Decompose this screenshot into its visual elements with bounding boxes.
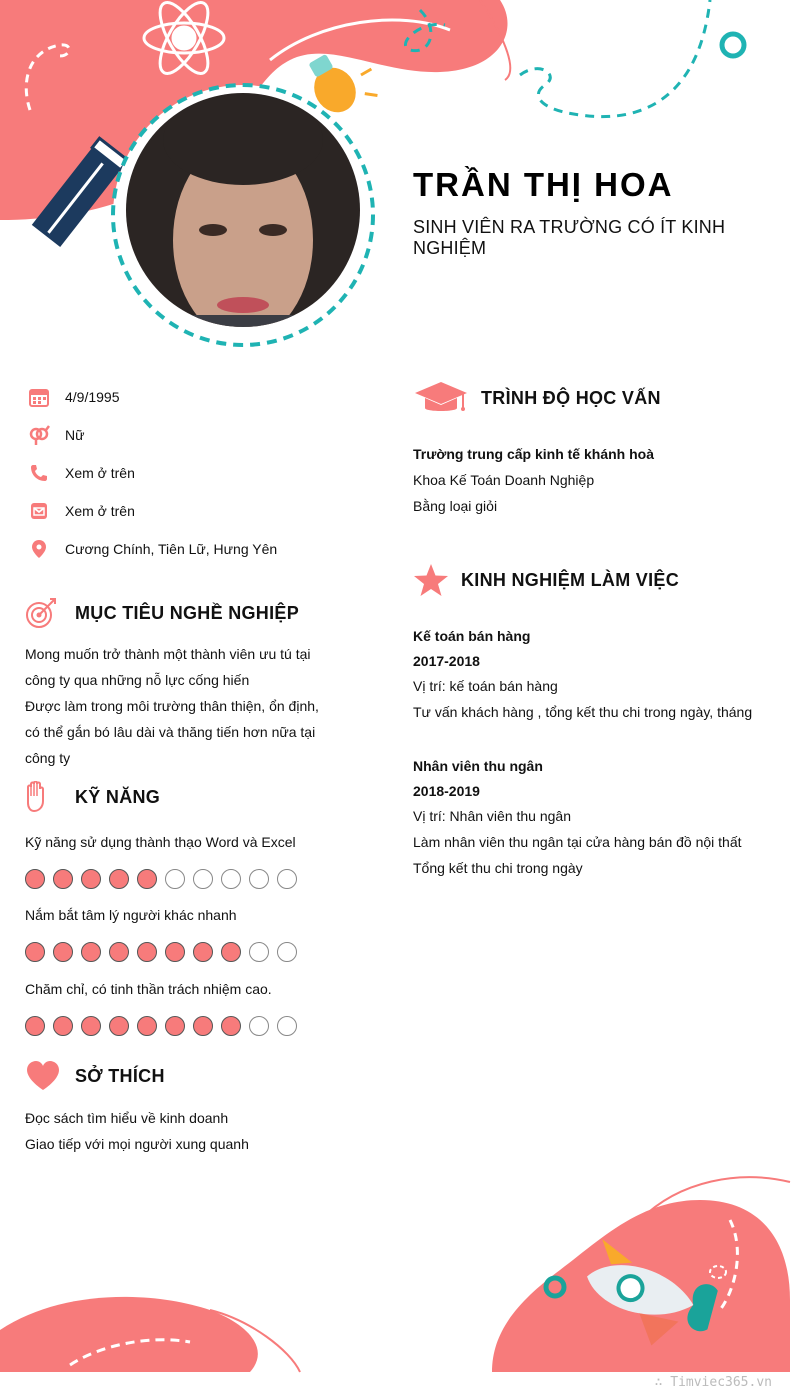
job-period: 2018-2019 xyxy=(413,783,480,799)
job-period: 2017-2018 xyxy=(413,653,480,669)
location-pin-icon xyxy=(28,538,50,560)
rating-dot-filled xyxy=(25,1016,45,1036)
contact-birthday xyxy=(28,385,120,409)
skill-label: Kỹ năng sử dụng thành thạo Word và Excel xyxy=(25,834,296,850)
objective-title: MỤC TIÊU NGHỀ NGHIỆP xyxy=(75,602,300,623)
experience-heading xyxy=(413,563,679,597)
objective-line: công ty qua những nỗ lực cống hiến xyxy=(25,672,250,688)
phone-icon xyxy=(28,462,50,484)
rating-dot-empty xyxy=(277,942,297,962)
watermark-text: ∴ Timviec365.vn xyxy=(654,1375,772,1390)
contact-gender xyxy=(28,423,84,447)
star-icon xyxy=(413,563,449,597)
hobbies-text xyxy=(25,1105,249,1157)
rating-dot-filled xyxy=(109,869,129,889)
candidate-title: SINH VIÊN RA TRƯỜNG CÓ ÍT KINH NGHIỆM xyxy=(413,217,726,258)
job-line: Làm nhân viên thu ngân tại cửa hàng bán đồ nội thất xyxy=(413,834,742,850)
job-entry xyxy=(413,624,793,725)
rating-dot-empty xyxy=(193,869,213,889)
education-heading xyxy=(413,380,661,416)
contact-email xyxy=(28,499,135,523)
address-text: Cương Chính, Tiên Lữ, Hưng Yên xyxy=(65,541,278,557)
candidate-name: TRẦN THỊ HOA xyxy=(413,166,674,203)
rating-dot-filled xyxy=(25,942,45,962)
skills-heading xyxy=(25,781,160,813)
education-title: TRÌNH ĐỘ HỌC VẤN xyxy=(481,387,661,408)
objective-line: Được làm trong môi trường thân thiện, ổn định, xyxy=(25,698,319,714)
rating-dot-filled xyxy=(165,942,185,962)
rating-dot-filled xyxy=(193,1016,213,1036)
education-line: Khoa Kế Toán Doanh Nghiệp xyxy=(413,472,595,488)
skill-label: Chăm chỉ, có tinh thần trách nhiệm cao. xyxy=(25,981,272,997)
email-icon xyxy=(28,500,50,522)
hand-icon xyxy=(25,781,57,813)
rating-dot-filled xyxy=(137,1016,157,1036)
contact-address xyxy=(28,537,277,561)
objective-heading xyxy=(25,597,299,629)
rating-dot-empty xyxy=(249,1016,269,1036)
gender-text: Nữ xyxy=(65,427,85,443)
rating-dot-empty xyxy=(277,869,297,889)
job-line: Vị trí: kế toán bán hàng xyxy=(413,678,558,694)
skills-title: KỸ NĂNG xyxy=(75,786,161,807)
job-line: Vị trí: Nhân viên thu ngân xyxy=(413,808,571,824)
objective-line: có thể gắn bó lâu dài và thăng tiến hơn nữa tại xyxy=(25,724,316,740)
rating-dot-filled xyxy=(81,869,101,889)
job-title: Nhân viên thu ngân xyxy=(413,758,543,774)
hobby-line: Giao tiếp với mọi người xung quanh xyxy=(25,1136,249,1152)
bottom-decoration xyxy=(0,1160,800,1398)
school-name: Trường trung cấp kinh tế khánh hoà xyxy=(413,446,654,462)
birthday-text: 4/9/1995 xyxy=(65,389,120,405)
profile-photo xyxy=(108,80,378,350)
objective-text xyxy=(25,641,345,771)
skill-rating xyxy=(25,942,297,962)
job-line: Tổng kết thu chi trong ngày xyxy=(413,860,583,876)
rating-dot-filled xyxy=(109,942,129,962)
job-title: Kế toán bán hàng xyxy=(413,628,531,644)
skill-label: Nắm bắt tâm lý người khác nhanh xyxy=(25,907,237,923)
rating-dot-filled xyxy=(193,942,213,962)
rating-dot-filled xyxy=(137,942,157,962)
rating-dot-filled xyxy=(165,1016,185,1036)
job-line: Tư vấn khách hàng , tổng kết thu chi trong ngày, tháng xyxy=(413,704,753,720)
rating-dot-filled xyxy=(221,1016,241,1036)
gender-icon xyxy=(28,424,50,446)
rating-dot-empty xyxy=(165,869,185,889)
skill-rating xyxy=(25,869,297,889)
rating-dot-filled xyxy=(53,942,73,962)
rating-dot-empty xyxy=(249,869,269,889)
hobby-line: Đọc sách tìm hiểu về kinh doanh xyxy=(25,1110,229,1126)
rating-dot-filled xyxy=(53,869,73,889)
rating-dot-empty xyxy=(249,942,269,962)
job-entry xyxy=(413,754,793,881)
hobbies-heading xyxy=(25,1060,165,1092)
heart-icon xyxy=(25,1060,61,1092)
rating-dot-filled xyxy=(137,869,157,889)
education-line: Bằng loại giỏi xyxy=(413,498,498,514)
rating-dot-empty xyxy=(277,1016,297,1036)
calendar-icon xyxy=(28,386,50,408)
education-content xyxy=(413,441,654,519)
experience-title: KINH NGHIỆM LÀM VIỆC xyxy=(461,569,680,590)
rating-dot-empty xyxy=(221,869,241,889)
rating-dot-filled xyxy=(109,1016,129,1036)
skill-rating xyxy=(25,1016,297,1036)
email-text: Xem ở trên xyxy=(65,503,135,519)
graduation-cap-icon xyxy=(413,380,469,416)
rating-dot-filled xyxy=(81,942,101,962)
target-icon xyxy=(25,597,57,629)
hobbies-title: SỞ THÍCH xyxy=(75,1065,165,1086)
rating-dot-filled xyxy=(81,1016,101,1036)
objective-line: Mong muốn trở thành một thành viên ưu tú tại xyxy=(25,646,311,662)
objective-line: công ty xyxy=(25,750,71,766)
rating-dot-filled xyxy=(25,869,45,889)
phone-text: Xem ở trên xyxy=(65,465,135,481)
rating-dot-filled xyxy=(221,942,241,962)
rating-dot-filled xyxy=(53,1016,73,1036)
contact-phone xyxy=(28,461,135,485)
